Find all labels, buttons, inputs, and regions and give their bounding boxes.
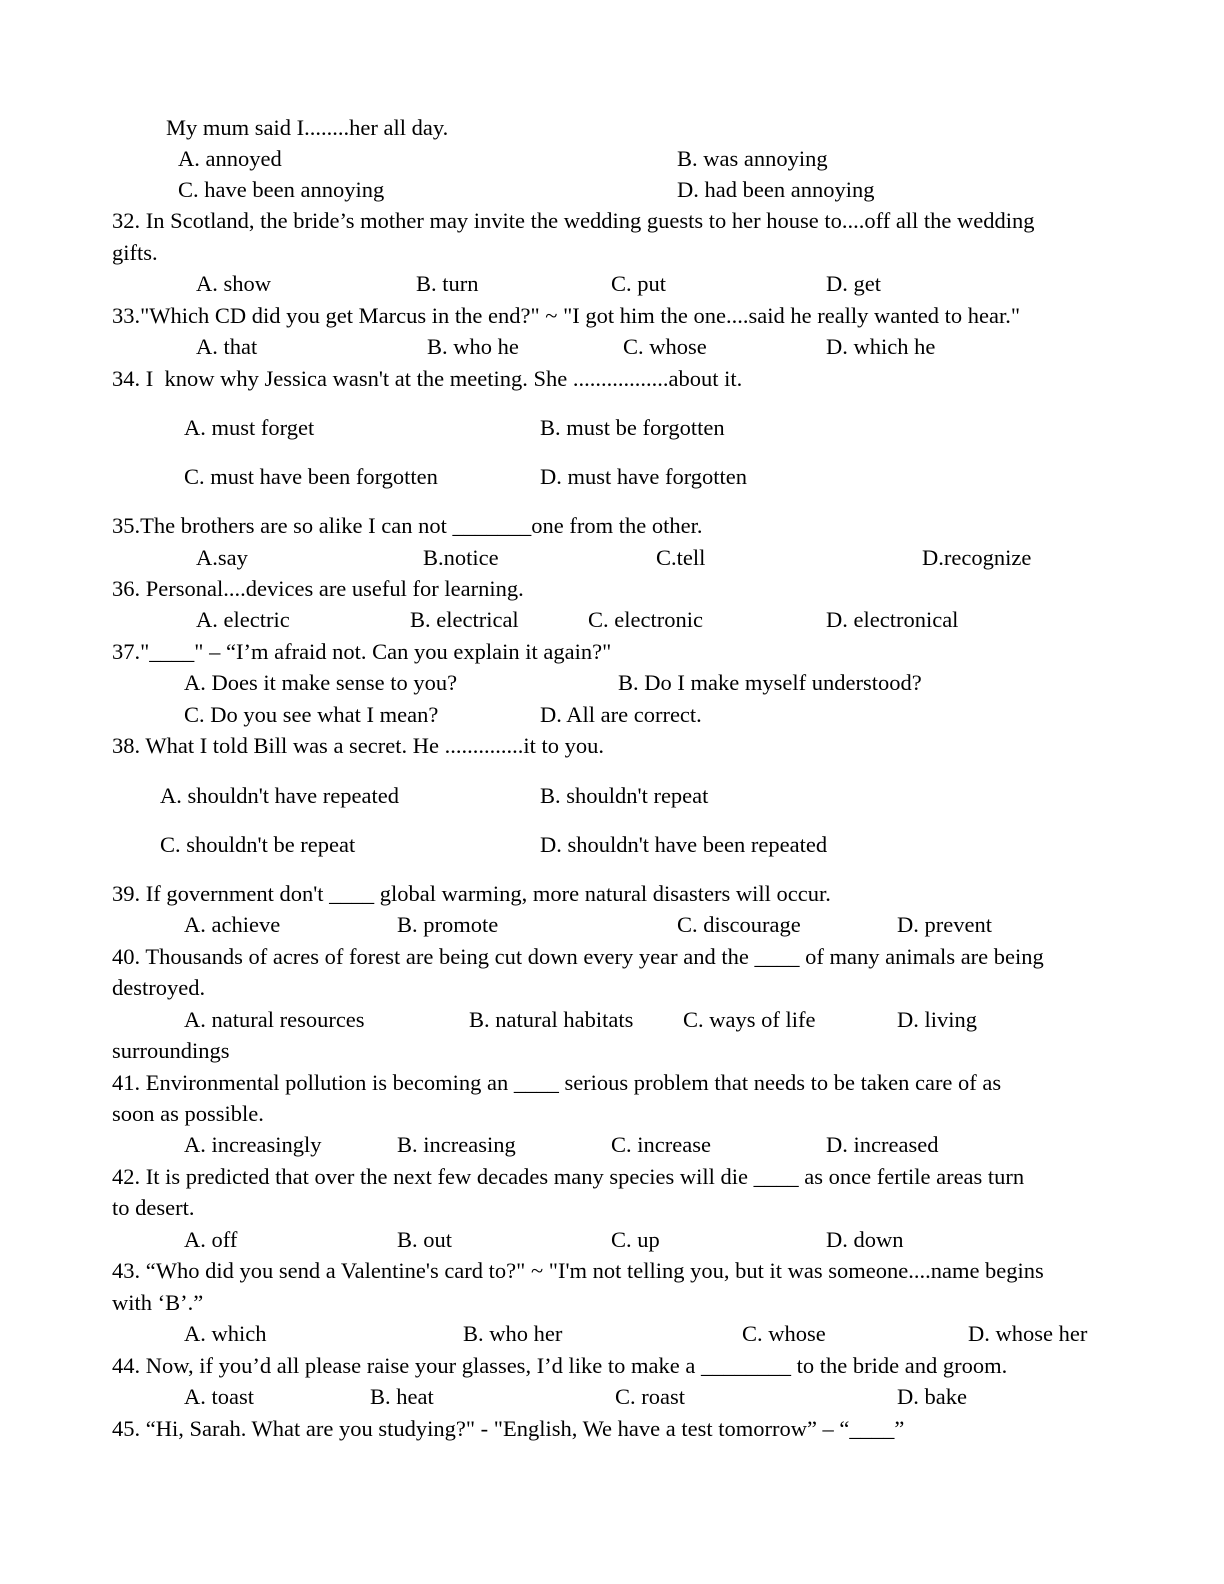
question-37-option-a: A. Does it make sense to you?	[184, 670, 458, 695]
question-35-option-c: C.tell	[656, 545, 706, 570]
question-34-option-b: B. must be forgotten	[540, 415, 725, 440]
question-36-option-b: B. electrical	[410, 607, 519, 632]
question-43-stem-cont: with ‘B’.”	[112, 1290, 204, 1315]
question-31-option-d: D. had been annoying	[677, 177, 875, 202]
question-38-stem: 38. What I told Bill was a secret. He ..............it to you.	[112, 733, 605, 758]
question-40-stem-cont: destroyed.	[112, 975, 206, 1000]
question-45-stem: 45. “Hi, Sarah. What are you studying?" - "English, We have a test tomorrow” – “____”	[112, 1416, 905, 1441]
question-38-option-d: D. shouldn't have been repeated	[540, 832, 828, 857]
question-37-option-d: D. All are correct.	[540, 702, 702, 727]
question-33-option-d: D. which he	[826, 334, 936, 359]
question-39-option-d: D. prevent	[897, 912, 992, 937]
question-39-option-b: B. promote	[397, 912, 499, 937]
question-40-option-a: A. natural resources	[184, 1007, 365, 1032]
question-43-option-a: A. which	[184, 1321, 267, 1346]
question-42-stem: 42. It is predicted that over the next few decades many species will die ____ as once fertile areas turn	[112, 1164, 1025, 1189]
question-41-stem-cont: soon as possible.	[112, 1101, 264, 1126]
question-32-option-b: B. turn	[416, 271, 479, 296]
question-41-option-b: B. increasing	[397, 1132, 516, 1157]
question-41-option-d: D. increased	[826, 1132, 939, 1157]
question-44-option-b: B. heat	[370, 1384, 434, 1409]
question-40-option-d-cont: surroundings	[112, 1038, 230, 1063]
question-35-option-b: B.notice	[423, 545, 499, 570]
question-36-stem: 36. Personal....devices are useful for learning.	[112, 576, 524, 601]
question-42-option-d: D. down	[826, 1227, 904, 1252]
question-33-option-a: A. that	[196, 334, 258, 359]
question-41-stem: 41. Environmental pollution is becoming an ____ serious problem that needs to be taken care of as	[112, 1070, 1002, 1095]
question-44-stem: 44. Now, if you’d all please raise your glasses, I’d like to make a ________ to the bride and groom.	[112, 1353, 1008, 1378]
question-39-option-c: C. discourage	[677, 912, 801, 937]
question-43-option-c: C. whose	[742, 1321, 826, 1346]
question-40-option-d: D. living	[897, 1007, 978, 1032]
question-34-option-d: D. must have forgotten	[540, 464, 748, 489]
question-40-stem: 40. Thousands of acres of forest are being cut down every year and the ____ of many animals are being	[112, 944, 1044, 969]
question-32-stem-cont: gifts.	[112, 240, 158, 265]
question-31-stem: My mum said I........her all day.	[166, 115, 449, 140]
question-36-option-d: D. electronical	[826, 607, 959, 632]
question-43-option-b: B. who her	[463, 1321, 563, 1346]
question-32-stem: 32. In Scotland, the bride’s mother may invite the wedding guests to her house to....off all the wedding	[112, 208, 1035, 233]
question-40-option-b: B. natural habitats	[469, 1007, 634, 1032]
question-35-option-d: D.recognize	[922, 545, 1032, 570]
question-33-stem: 33."Which CD did you get Marcus in the end?" ~ "I got him the one....said he really wanted to hear."	[112, 303, 1021, 328]
question-34-option-a: A. must forget	[184, 415, 315, 440]
question-40-option-c: C. ways of life	[683, 1007, 816, 1032]
question-39-stem: 39. If government don't ____ global warming, more natural disasters will occur.	[112, 881, 831, 906]
question-44-option-c: C. roast	[615, 1384, 685, 1409]
question-42-option-c: C. up	[611, 1227, 660, 1252]
question-32-option-a: A. show	[196, 271, 272, 296]
question-41-option-a: A. increasingly	[184, 1132, 322, 1157]
question-38-option-c: C. shouldn't be repeat	[160, 832, 356, 857]
question-32-option-c: C. put	[611, 271, 667, 296]
question-31-option-b: B. was annoying	[677, 146, 828, 171]
question-31-option-a: A. annoyed	[178, 146, 282, 171]
question-42-option-b: B. out	[397, 1227, 453, 1252]
question-37-stem: 37."____" – “I’m afraid not. Can you explain it again?"	[112, 639, 612, 664]
question-32-option-d: D. get	[826, 271, 881, 296]
question-33-option-b: B. who he	[427, 334, 519, 359]
question-37-option-b: B. Do I make myself understood?	[618, 670, 922, 695]
question-44-option-d: D. bake	[897, 1384, 967, 1409]
question-37-option-c: C. Do you see what I mean?	[184, 702, 439, 727]
question-43-option-d: D. whose her	[968, 1321, 1088, 1346]
question-38-option-a: A. shouldn't have repeated	[160, 783, 399, 808]
question-43-stem: 43. “Who did you send a Valentine's card to?" ~ "I'm not telling you, but it was someone....name begins	[112, 1258, 1044, 1283]
question-42-option-a: A. off	[184, 1227, 238, 1252]
question-33-option-c: C. whose	[623, 334, 707, 359]
question-34-option-c: C. must have been forgotten	[184, 464, 438, 489]
question-31-option-c: C. have been annoying	[178, 177, 385, 202]
question-36-option-c: C. electronic	[588, 607, 703, 632]
question-34-stem: 34. I know why Jessica wasn't at the meeting. She .................about it.	[112, 366, 743, 391]
question-44-option-a: A. toast	[184, 1384, 254, 1409]
question-42-stem-cont: to desert.	[112, 1195, 195, 1220]
question-36-option-a: A. electric	[196, 607, 290, 632]
question-38-option-b: B. shouldn't repeat	[540, 783, 709, 808]
question-35-option-a: A.say	[196, 545, 248, 570]
question-35-stem: 35.The brothers are so alike I can not _______one from the other.	[112, 513, 703, 538]
question-39-option-a: A. achieve	[184, 912, 281, 937]
question-41-option-c: C. increase	[611, 1132, 711, 1157]
